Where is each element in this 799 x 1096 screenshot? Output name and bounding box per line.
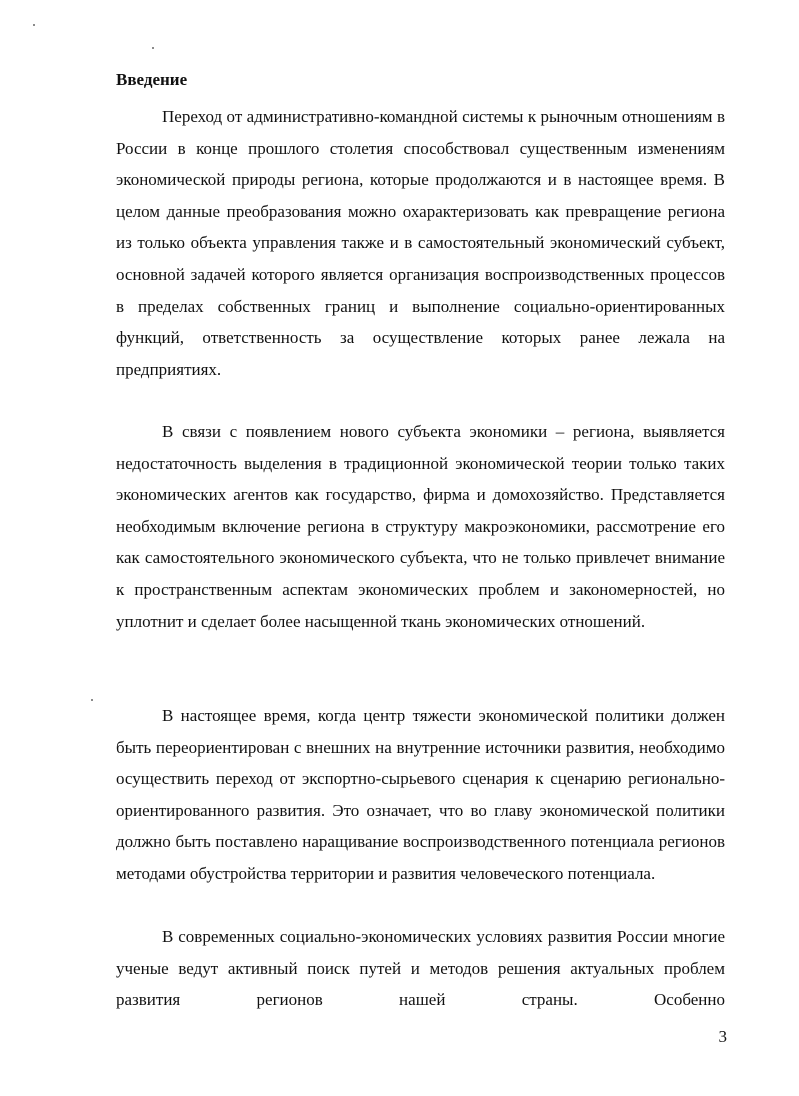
scan-speck <box>152 47 154 49</box>
paragraph: В настоящее время, когда центр тяжести экономической политики должен быть переориентирован с внешних на внутренние источники развития, необходимо осуществить переход от экспортно-сырьевого сценария к сценарию регионально-ориентированного развития. Это означает, что во главу экономической политики должно быть поставлено наращивание воспроизводственного потенциала регионов методами обустройства территории и развития человеческого потенциала. <box>116 706 725 883</box>
scan-speck <box>91 699 93 701</box>
paragraph: В связи с появлением нового субъекта экономики – региона, выявляется недостаточность выделения в традиционной экономической теории только таких экономических агентов как государство, фирма и домохозяйство. Представляется необходимым включение региона в структуру макроэкономики, рассмотрение его как самостоятельного экономического субъекта, что не только привлечет внимание к пространственным аспектам экономических проблем и закономерностей, но уплотнит и сделает более насыщенной ткань экономических отношений. <box>116 422 725 631</box>
paragraph: В современных социально-экономических условиях развития России многие ученые ведут активный поиск путей и методов решения актуальных проблем развития регионов нашей страны. Особенно <box>116 927 725 1010</box>
paragraph: Переход от административно-командной системы к рыночным отношениям в России в конце прошлого столетия способствовал существенным изменениям экономической природы региона, которые продолжаются и в настоящее время. В целом данные преобразования можно охарактеризовать как превращение региона из только объекта управления также и в самостоятельный экономический субъект, основной задачей которого является организация воспроизводственных процессов в пределах собственных границ и выполнение социально-ориентированных функций, ответственность за осуществление которых ранее лежала на предприятиях. <box>116 107 725 379</box>
page-number: 3 <box>718 1027 727 1046</box>
scan-speck <box>33 24 35 26</box>
section-heading: Введение <box>116 70 188 89</box>
